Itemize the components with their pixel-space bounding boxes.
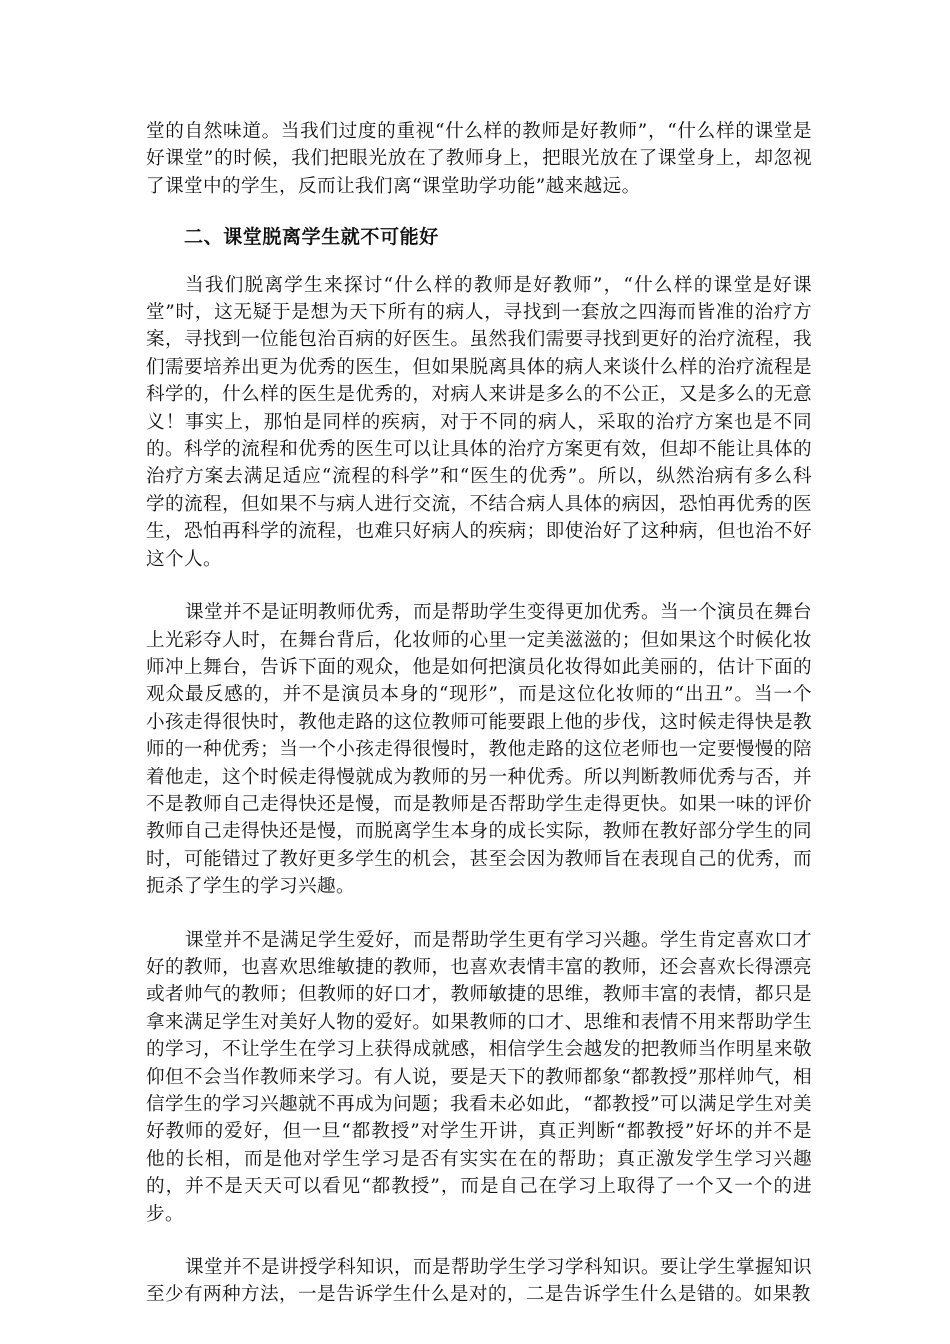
body-paragraph-2: 课堂并不是证明教师优秀，而是帮助学生变得更加优秀。当一个演员在舞台上光彩夺人时，在舞台背后，化妆师的心里一定美滋滋的；但如果这个时候化妆师冲上舞台，告诉下面的观众，他是如何把演员化妆得如此美丽的，估计下面的观众最反感的，并不是演员本身的“现形”，而是这位化妆师的“出丑”。当一个小孩走得很快时，教他走路的这位教师可能要跟上他的步伐，这时候走得快是教师的一种优秀；当一个小孩走得很慢时，教他走路的这位老师也一定要慢慢的陪着他走，这个时候走得慢就成为教师的另一种优秀。所以判断教师优秀与否，并不是教师自己走得快还是慢，而是教师是否帮助学生走得更快。如果一味的评价教师自己走得快还是慢，而脱离学生本身的成长实际，教师在教好部分学生的同时，可能错过了教好更多学生的机会，甚至会因为教师旨在表现自己的优秀，而扼杀了学生的学习兴趣。 <box>146 602 812 898</box>
body-paragraph-4: 课堂并不是讲授学科知识，而是帮助学生学习学科知识。要让学生掌握知识至少有两种方法，一是告诉学生什么是对的，二是告诉学生什么是错的。如果教 <box>146 1257 812 1306</box>
body-paragraph-3: 课堂并不是满足学生爱好，而是帮助学生更有学习兴趣。学生肯定喜欢口才好的教师，也喜欢思维敏捷的教师，也喜欢表情丰富的教师，还会喜欢长得漂亮或者帅气的教师；但教师的好口才，教师敏捷的思维，教师丰富的表情，都只是拿来满足学生对美好人物的爱好。如果教师的口才、思维和表情不用来帮助学生的学习，不让学生在学习上获得成就感，相信学生会越发的把教师当作明星来敬仰但不会当作教师来学习。有人说，要是天下的教师都象“都教授”那样帅气，相信学生的学习兴趣就不再成为问题；我看未必如此，“都教授”可以满足学生对美好教师的爱好，但一旦“都教授”对学生开讲，真正判断“都教授”好坏的并不是他的长相，而是他对学生学习是否有实实在在的帮助；真正激发学生学习兴趣的，并不是天天可以看见“都教授”，而是自己在学习上取得了一个又一个的进步。 <box>146 929 812 1225</box>
body-paragraph-1: 当我们脱离学生来探讨“什么样的教师是好教师”，“什么样的课堂是好课堂”时，这无疑于是想为天下所有的病人，寻找到一套放之四海而皆准的治疗方案，寻找到一位能包治百病的好医生。虽然我们需要寻找到更好的治疗流程，我们需要培养出更为优秀的医生，但如果脱离具体的病人来谈什么样的治疗流程是科学的，什么样的医生是优秀的，对病人来讲是多么的不公正，又是多么的无意义！事实上，那怕是同样的疾病，对于不同的病人，采取的治疗方案也是不同的。科学的流程和优秀的医生可以让具体的治疗方案更有效，但却不能让具体的治疗方案去满足适应“流程的科学”和“医生的优秀”。所以，纵然治病有多么科学的流程，但如果不与病人进行交流，不结合病人具体的病因，恐怕再优秀的医生，恐怕再科学的流程，也难只好病人的疾病；即使治好了这种病，但也治不好这个人。 <box>146 274 812 570</box>
document-page <box>146 118 812 1309</box>
section-heading: 二、课堂脱离学生就不可能好 <box>184 226 439 249</box>
continuation-paragraph: 堂的自然味道。当我们过度的重视“什么样的教师是好教师”，“什么样的课堂是好课堂”的时候，我们把眼光放在了教师身上，把眼光放在了课堂身上，却忽视了课堂中的学生，反而让我们离“课堂助学功能”越来越远。 <box>146 121 812 197</box>
